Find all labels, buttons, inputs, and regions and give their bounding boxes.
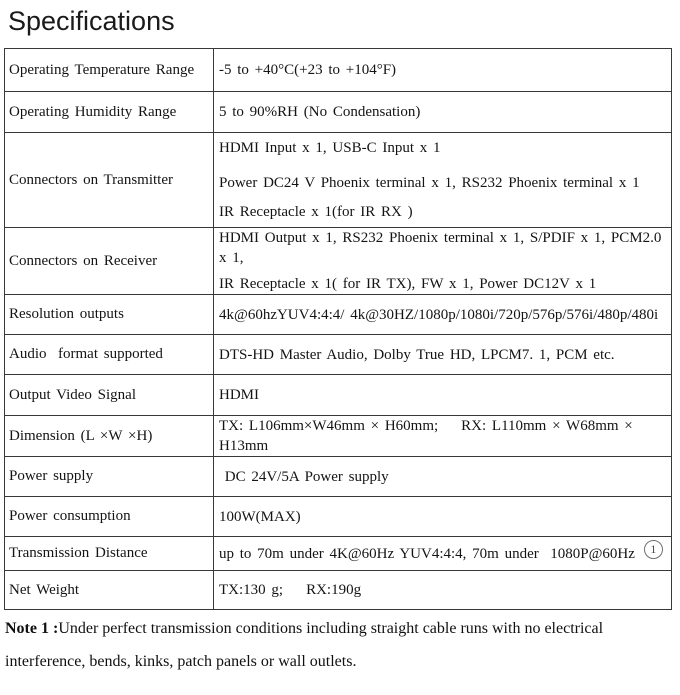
table-row (5, 571, 672, 610)
table-row (5, 92, 672, 133)
value-line: HDMI Input x 1, USB-C Input x 1 (219, 140, 441, 156)
value-line: Power DC24 V Phoenix terminal x 1, RS232 Phoenix terminal x 1 (219, 175, 640, 191)
row-label-connectors-receiver: Connectors on Receiver (5, 228, 214, 295)
row-label-audio-format: Audio format supported (5, 335, 214, 375)
page-title: Specifications (8, 6, 175, 36)
footnote-label: Note 1 : (5, 620, 59, 637)
row-label-power-consumption: Power consumption (5, 497, 214, 537)
row-label-dimension: Dimension (L ×W ×H) (5, 416, 214, 457)
footnote-text: Under perfect transmission conditions including straight cable runs with no electrical interference, bends, kinks, patch panels or wall outlets. (5, 620, 604, 670)
row-label-operating-temperature: Operating Temperature Range (5, 49, 214, 92)
row-label-power-supply: Power supply (5, 457, 214, 497)
table-row (5, 537, 672, 571)
value-line: HDMI (219, 387, 259, 403)
table-row (5, 416, 672, 457)
value-line: IR Receptacle x 1(for IR RX ) (219, 204, 413, 220)
row-value-operating-humidity (214, 92, 672, 133)
transmission-distance-text: up to 70m under 4K@60Hz YUV4:4:4, 70m under 1080P@60Hz (219, 545, 635, 562)
value-line: TX: L106mm×W46mm × H60mm; RX: L110mm × W68mm × H13mm (219, 418, 639, 454)
specifications-table (4, 48, 672, 610)
row-value-dimension (214, 416, 672, 457)
footnote-1-marker-icon: 1 (644, 540, 663, 559)
row-label-output-video-signal: Output Video Signal (5, 375, 214, 416)
table-row (5, 49, 672, 92)
value-line: -5 to +40°C(+23 to +104°F) (219, 62, 397, 78)
row-value-connectors-receiver (214, 228, 672, 295)
row-label-resolution-outputs: Resolution outputs (5, 295, 214, 335)
table-row (5, 457, 672, 497)
row-value-power-supply (214, 457, 672, 497)
value-line: 100W(MAX) (219, 508, 301, 525)
row-value-resolution-outputs (214, 295, 672, 335)
row-label-net-weight: Net Weight (5, 571, 214, 610)
value-line: HDMI Output x 1, RS232 Phoenix terminal x 1, S/PDIF x 1, PCM2.0 x 1, (219, 230, 668, 266)
table-row (5, 375, 672, 416)
table-row (5, 295, 672, 335)
value-line: DC 24V/5A Power supply (219, 468, 389, 485)
row-value-power-consumption (214, 497, 672, 537)
value-line: TX:130 g; RX:190g (219, 582, 362, 598)
row-label-transmission-distance: Transmission Distance (5, 537, 214, 571)
row-label-operating-humidity: Operating Humidity Range (5, 92, 214, 133)
value-line: DTS-HD Master Audio, Dolby True HD, LPCM7. 1, PCM etc. (219, 346, 615, 363)
value-line: 4k@60hzYUV4:4:4/ 4k@30HZ/1080p/1080i/720p/576p/576i/480p/480i (219, 306, 659, 323)
row-value-connectors-transmitter (214, 133, 672, 228)
row-value-transmission-distance (214, 537, 672, 571)
value-line: 5 to 90%RH (No Condensation) (219, 104, 421, 120)
table-row (5, 133, 672, 228)
table-row (5, 497, 672, 537)
row-label-connectors-transmitter: Connectors on Transmitter (5, 133, 214, 228)
row-value-audio-format (214, 335, 672, 375)
value-line: IR Receptacle x 1( for IR TX), FW x 1, Power DC12V x 1 (219, 276, 597, 292)
row-value-net-weight (214, 571, 672, 610)
row-value-output-video-signal (214, 375, 672, 416)
table-row (5, 335, 672, 375)
row-value-operating-temperature (214, 49, 672, 92)
value-line (219, 541, 669, 564)
table-row (5, 228, 672, 295)
footnote (5, 612, 676, 678)
